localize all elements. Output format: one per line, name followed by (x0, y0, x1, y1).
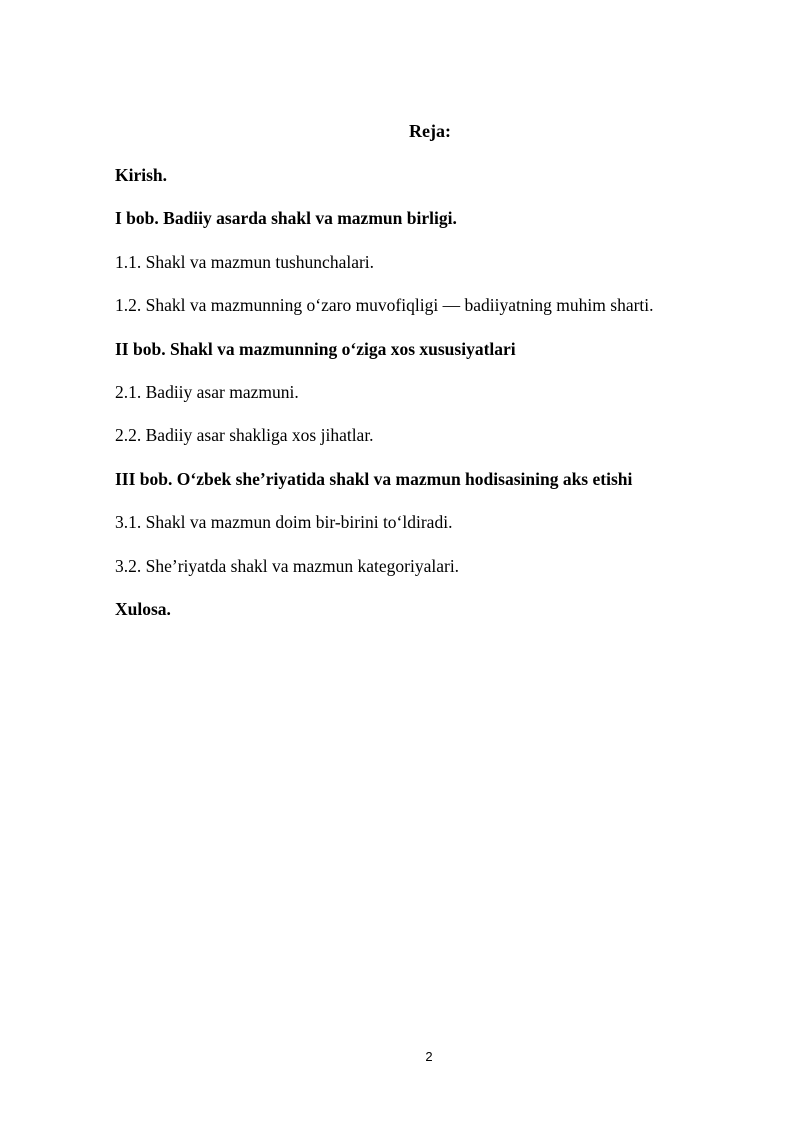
toc-chapter-3: III bob. O‘zbek she’riyatida shakl va mazmun hodisasining aks etishi (115, 468, 633, 489)
toc-section-1-2: 1.2. Shakl va mazmunning o‘zaro muvofiqligi — badiiyatning muhim sharti. (115, 295, 654, 316)
table-of-contents (115, 162, 775, 639)
toc-section-1-1: 1.1. Shakl va mazmun tushunchalari. (115, 251, 375, 272)
toc-item-introduction: Kirish. (115, 165, 168, 185)
toc-chapter-2: II bob. Shakl va mazmunning o‘ziga xos xususiyatlari (115, 338, 516, 359)
toc-item-conclusion: Xulosa. (115, 598, 171, 619)
page-title: Reja: (409, 121, 451, 141)
toc-section-2-2: 2.2. Badiiy asar shakliga xos jihatlar. (115, 425, 374, 446)
toc-section-3-1: 3.1. Shakl va mazmun doim bir-birini to‘ldiradi. (115, 512, 453, 533)
toc-chapter-1: I bob. Badiiy asarda shakl va mazmun birligi. (115, 208, 457, 229)
toc-section-2-1: 2.1. Badiiy asar mazmuni. (115, 381, 299, 402)
toc-section-3-2: 3.2. She’riyatda shakl va mazmun kategoriyalari. (115, 555, 460, 576)
page-number: 2 (425, 1049, 433, 1064)
